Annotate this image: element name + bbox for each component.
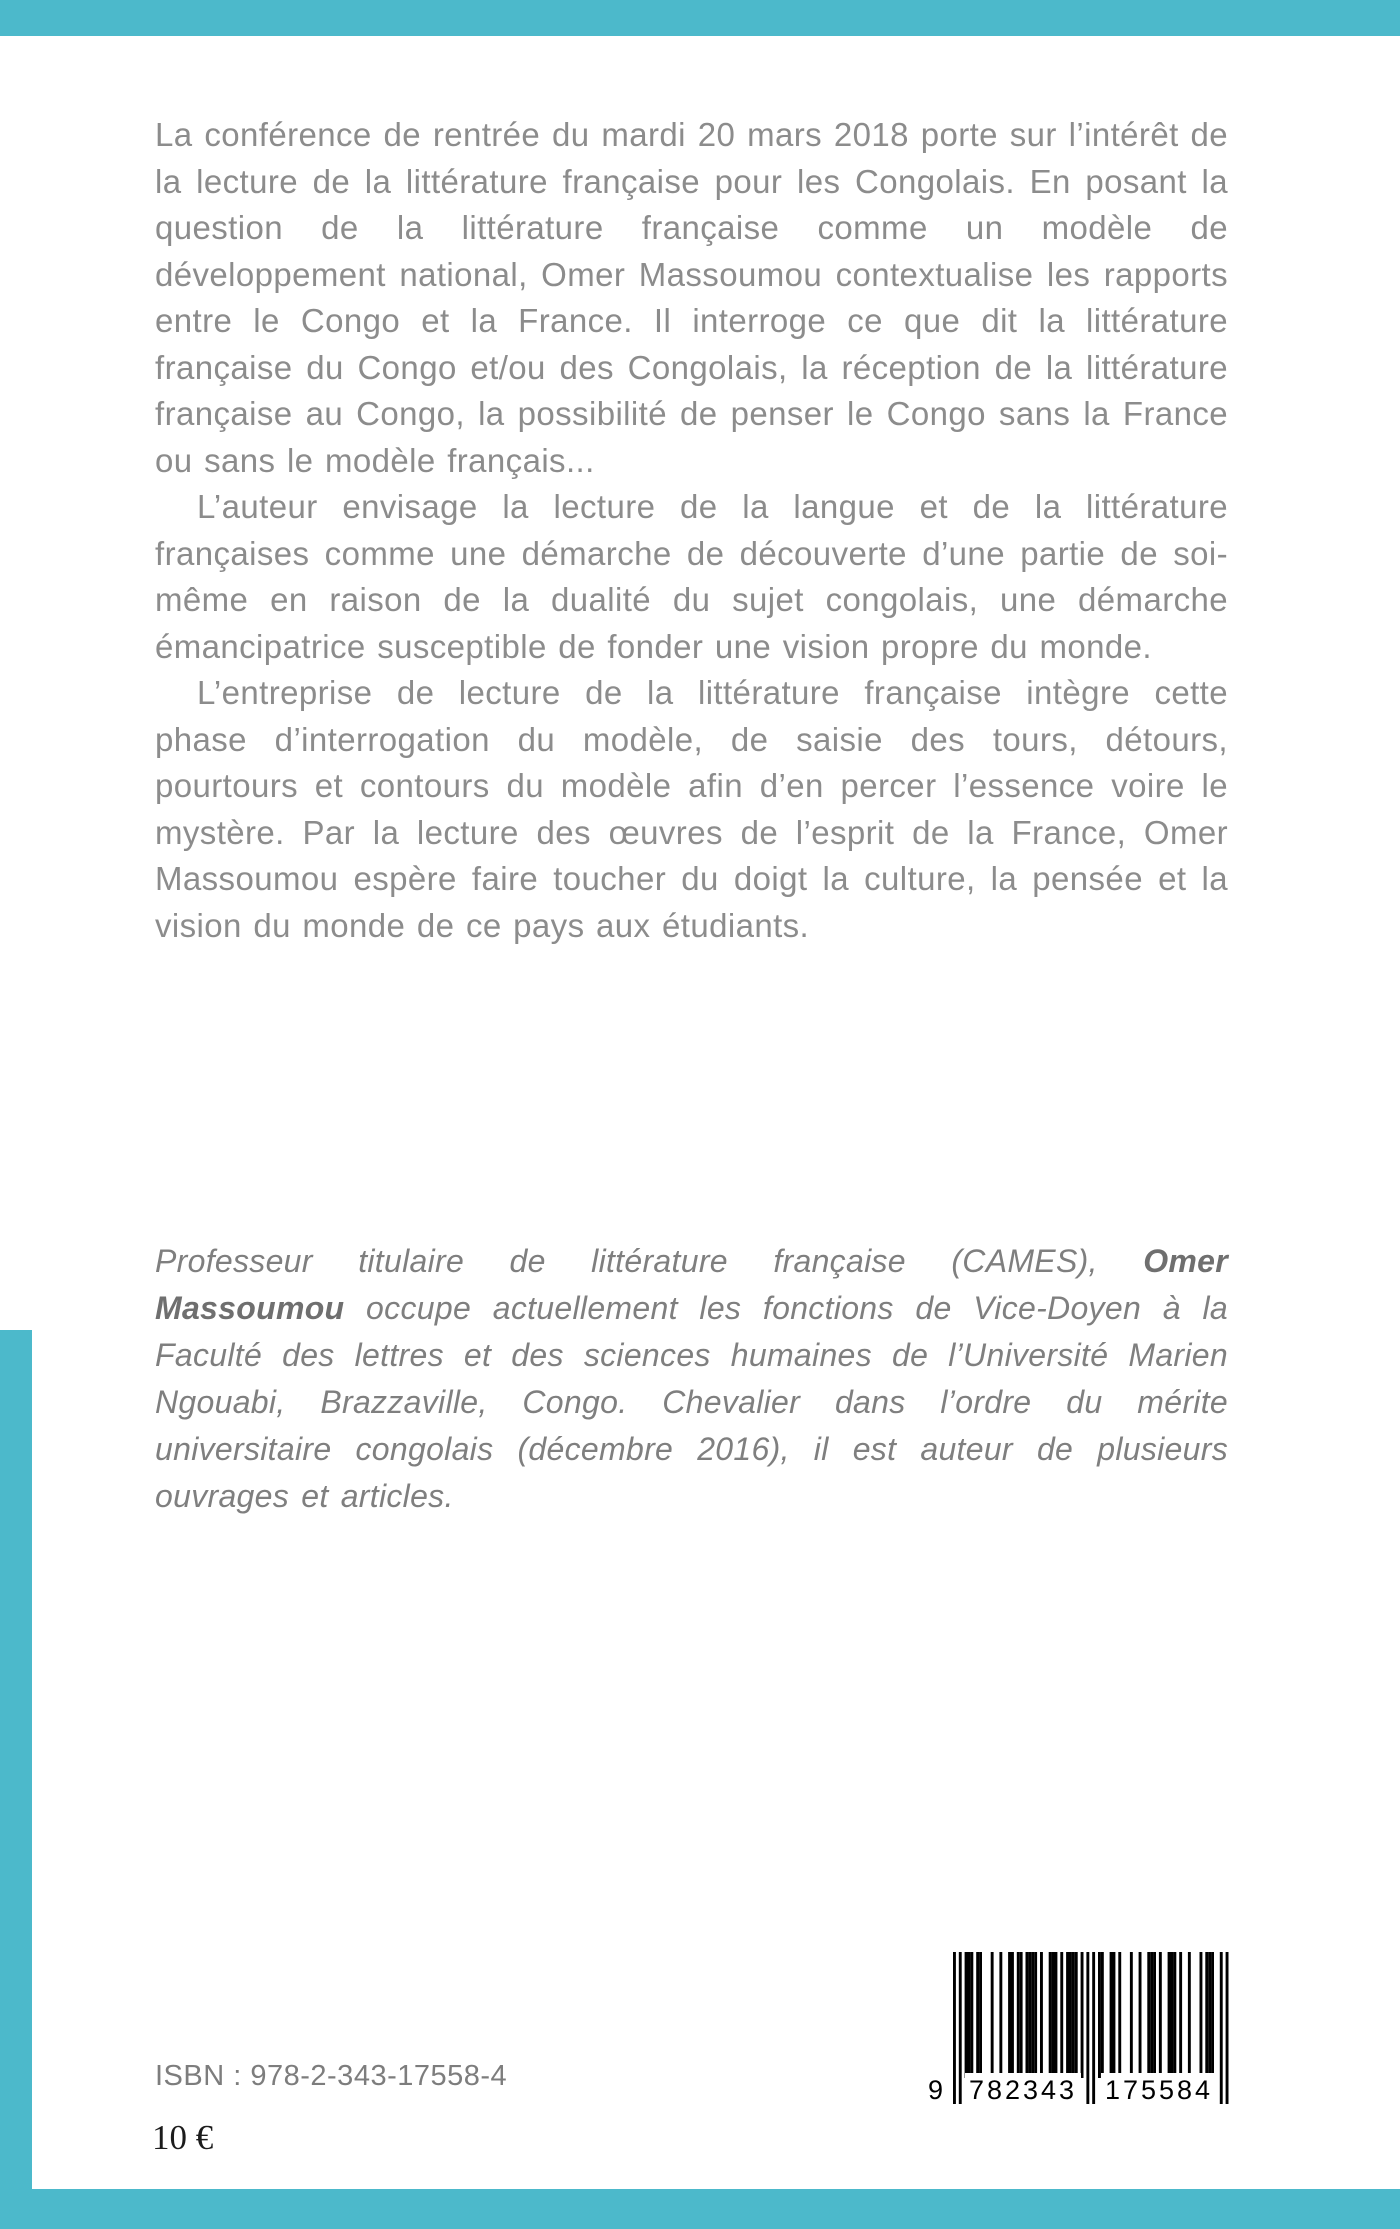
ean13-barcode bbox=[927, 1952, 1230, 2110]
synopsis-paragraph-3: L’entreprise de lecture de la littérature française intègre cette phase d’interrogation du modèle, de saisie des tours, détours, pourtours et contours du modèle afin d’en percer l’essence voire le mystère. Par la lecture des œuvres de l’esprit de la France, Omer Massoumou espère faire toucher du doigt la culture, la pensée et la vision du monde de ce pays aux étudiants. bbox=[155, 674, 1228, 944]
price-text: 10 € bbox=[152, 2118, 214, 2157]
top-accent-bar bbox=[0, 0, 1400, 36]
synopsis-paragraph-2: L’auteur envisage la lecture de la langue et de la littérature françaises comme une démarche de découverte d’une partie de soi-même en raison de la dualité du sujet congolais, une démarche émancipatrice susceptible de fonder une vision propre du monde. bbox=[155, 488, 1228, 665]
barcode-digits-left: 782343 bbox=[965, 2073, 1081, 2107]
barcode-digit-first: 9 bbox=[927, 2075, 947, 2105]
synopsis-paragraph-1: La conférence de rentrée du mardi 20 mars 2018 porte sur l’intérêt de la lecture de la littérature française pour les Congolais. En posant la question de la littérature française comme un modèle de développement national, Omer Massoumou contextualise les rapports entre le Congo et la France. Il interroge ce que dit la littérature française du Congo et/ou des Congolais, la réception de la littérature française au Congo, la possibilité de penser le Congo sans la France ou sans le modèle français... bbox=[155, 116, 1228, 479]
bio-lead-text: Professeur titulaire de littérature française (CAMES), bbox=[155, 1243, 1144, 1279]
barcode-digits-right: 175584 bbox=[1101, 2073, 1217, 2107]
synopsis-block bbox=[155, 112, 1228, 949]
isbn-text: ISBN : 978-2-343-17558-4 bbox=[155, 2060, 508, 2092]
bio-rest-text: occupe actuellement les fonctions de Vice-Doyen à la Faculté des lettres et des sciences humaines de l’Université Marien Ngouabi, Brazzaville, Congo. Chevalier dans l’ordre du mérite universitaire congolais (décembre 2016), il est auteur de plusieurs ouvrages et articles. bbox=[155, 1290, 1228, 1514]
author-bio bbox=[155, 1238, 1228, 1520]
bottom-accent-bar bbox=[0, 2189, 1400, 2229]
left-accent-strip bbox=[0, 1330, 32, 2229]
author-name: Omer Massoumou bbox=[155, 1243, 1228, 1326]
